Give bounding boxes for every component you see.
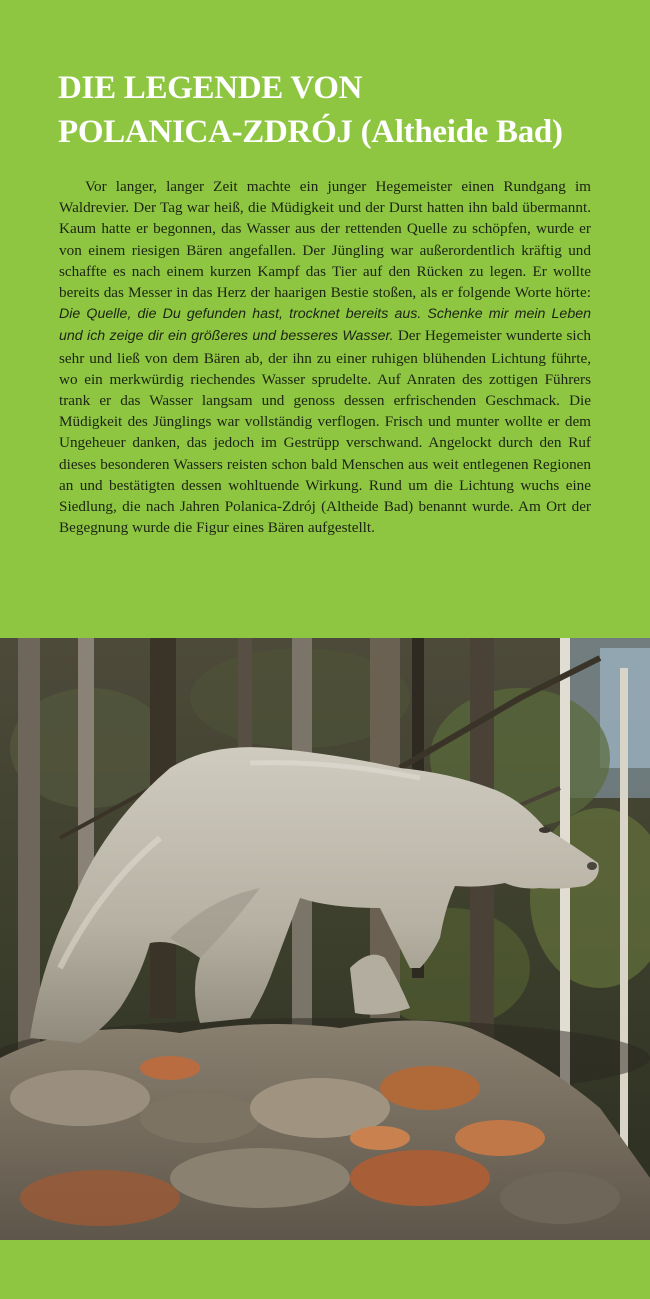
text-panel [0, 0, 650, 638]
title-line-2: POLANICA-ZDRÓJ (Altheide Bad) [58, 114, 563, 150]
legend-quote: Die Quelle, die Du gefunden hast, trocknet bereits aus. Schenke mir mein Leben und ich zeige dir ein größeres und besseres Wasser. [59, 306, 591, 345]
legend-paragraph [59, 176, 591, 538]
legend-text-intro: Vor langer, langer Zeit machte ein junger Hegemeister einen Rundgang im Waldrevier. Der Tag war heiß, die Müdigkeit und der Durst hatten ihn bald übermannt. Kaum hatte er begonnen, das Wasser aus der rettenden Quelle zu schöpfen, wurde er von einem riesigen Bären angefallen. Der Jüngling war außerordentlich kräftig und schaffte es nach einem kurzen Kampf das Tier auf den Rücken zu legen. Er wollte bereits das Messer in das Herz der haarigen Bestie stoßen, als er folgende Worte hörte: [59, 178, 591, 302]
page-title [58, 66, 618, 154]
bear-statue-photo [0, 638, 650, 1240]
legend-text-outro: Der Hegemeister wunderte sich sehr und ließ von dem Bären ab, der ihn zu einer ruhigen blühenden Lichtung führte, wo ein merkwürdig riechendes Wasser sprudelte. Auf Anraten des zottigen Führers trank er das Wasser langsam und genoss dessen erfrischenden Geschmack. Die Müdigkeit des Jünglings war vollständig verflogen. Frisch und munter wollte er dem Ungeheuer danken, das jedoch im Gestrüpp verschwand. Angelockt durch den Ruf dieses besonderen Wassers reisten schon bald Menschen aus weit entlegenen Regionen an und bestätigten dessen wohltuende Wirkung. Rund um die Lichtung wuchs eine Siedlung, die nach Jahren Polanica-Zdrój (Altheide Bad) benannt wurde. Am Ort der Begegnung wurde die Figur eines Bären aufgestellt. [59, 327, 591, 537]
bottom-band [0, 1240, 650, 1299]
title-line-1: DIE LEGENDE VON [58, 70, 363, 106]
